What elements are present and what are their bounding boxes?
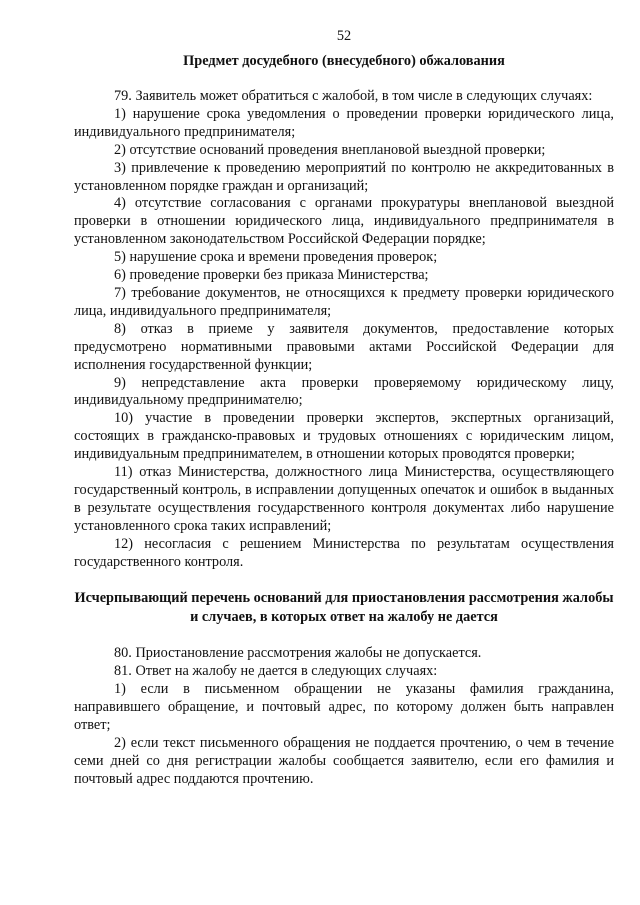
list-item-5: 5) нарушение срока и времени проведения проверок; [114, 249, 438, 266]
list-item-12: 12) несогласия с решением Министерства по результатам осуществления государственного контроля. [74, 535, 614, 570]
section-heading-appeal-subject: Предмет досудебного (внесудебного) обжалования [183, 53, 505, 69]
list-item-2: 2) отсутствие оснований проведения внеплановой выездной проверки; [114, 141, 546, 158]
no-response-item-1: 1) если в письменном обращении не указаны фамилия гражданина, направившего обращение, и почтовый адрес, по которому должен быть направлен ответ; [74, 681, 614, 734]
list-item-11: 11) отказ Министерства, должностного лица Министерства, осуществляющего государственный контроль, в исправлении допущенных опечаток и ошибок в выданных в результате осуществления государственного контроля документах либо нарушение установленного срока таких исправлений; [74, 464, 614, 534]
list-item-7: 7) требование документов, не относящихся к предмету проверки юридического лица, индивидуального предпринимателя; [74, 284, 614, 319]
document-page [74, 28, 614, 789]
list-item-9: 9) непредставление акта проверки проверяемому юридическому лицу, индивидуальному предпринимателю; [74, 374, 614, 409]
page-number: 52 [336, 28, 352, 44]
list-item-3: 3) привлечение к проведению мероприятий по контролю не аккредитованных в установленном порядке граждан и организаций; [74, 159, 614, 194]
section-appeal-cases [74, 88, 614, 571]
paragraph-80: 80. Приостановление рассмотрения жалобы не допускается. [114, 645, 482, 662]
paragraph-79: 79. Заявитель может обратиться с жалобой, в том числе в следующих случаях: [114, 88, 593, 104]
list-item-6: 6) проведение проверки без приказа Министерства; [114, 267, 429, 284]
list-item-1: 1) нарушение срока уведомления о проведении проверки юридического лица, индивидуального предпринимателя; [74, 105, 614, 140]
list-item-8: 8) отказ в приеме у заявителя документов, предоставление которых предусмотрено нормативными правовыми актами Российской Федерации для исполнения государственной функции; [74, 320, 614, 373]
section-no-response-cases [74, 645, 614, 788]
list-item-4: 4) отсутствие согласования с органами прокуратуры внеплановой выездной проверки в отношении юридического лица, индивидуального предпринимателя в установленном законодательством Российской Федерации порядке; [74, 195, 614, 248]
section-heading-suspension-grounds: Исчерпывающий перечень оснований для приостановления рассмотрения жалобы и случаев, в которых ответ на жалобу не дается [74, 590, 614, 626]
list-item-10: 10) участие в проведении проверки экспертов, экспертных организаций, состоящих в гражданско-правовых и трудовых отношениях с юридическим лицом, индивидуальным предпринимателем, в отношении которых проводятся проверки; [74, 410, 614, 463]
paragraph-81: 81. Ответ на жалобу не дается в следующих случаях: [114, 663, 438, 680]
no-response-item-2: 2) если текст письменного обращения не поддается прочтению, о чем в течение семи дней со дня регистрации жалобы сообщается заявителю, если его фамилия и почтовый адрес поддаются прочтению. [74, 735, 614, 787]
